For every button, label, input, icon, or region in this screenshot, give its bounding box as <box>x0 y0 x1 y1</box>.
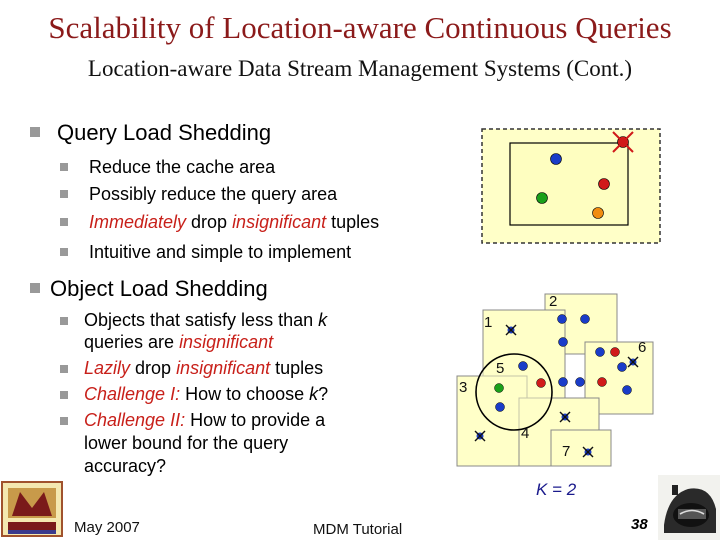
object-dot <box>581 315 590 324</box>
bullet-square-icon <box>60 417 68 425</box>
bullet-intuitive: Intuitive and simple to implement <box>89 242 352 262</box>
dropped-object-icon <box>560 412 570 422</box>
bullet-lazily-drop: Lazily drop insignificant tuples <box>84 358 324 378</box>
object-dot <box>598 378 607 387</box>
query-region-5 <box>476 354 552 430</box>
region-label-4: 4 <box>521 425 530 442</box>
object-dot <box>496 403 505 412</box>
object-dot <box>519 362 528 371</box>
bullet-square-icon <box>30 127 40 137</box>
bullet-reduce-cache: Reduce the cache area <box>89 157 276 177</box>
bullet-square-icon <box>60 248 68 256</box>
region-label-5: 5 <box>496 360 505 377</box>
bullet-challenge-2-line2: lower bound for the query <box>84 433 289 453</box>
region-label-6: 6 <box>638 339 647 356</box>
accent-immediately: Immediately <box>89 212 187 232</box>
bullet-immediately-drop: Immediately drop insignificant tuples <box>89 212 380 232</box>
dropped-object-icon <box>628 357 638 367</box>
object-dot <box>596 348 605 357</box>
region-label-2: 2 <box>549 293 558 310</box>
section-heading-query-load-shedding: Query Load Shedding <box>57 120 272 145</box>
bullet-challenge-1: Challenge I: How to choose k? <box>84 384 329 404</box>
object-dot <box>495 384 504 393</box>
object-dot <box>618 363 627 372</box>
region-label-7: 7 <box>562 443 571 460</box>
accent-insignificant: insignificant <box>232 212 327 232</box>
bullet-square-icon <box>60 218 68 226</box>
bullet-square-icon <box>30 283 40 293</box>
bullet-challenge-2: Challenge II: How to provide a <box>84 410 326 430</box>
object-dot <box>623 386 632 395</box>
query-area <box>510 143 628 225</box>
bullet-square-icon <box>60 391 68 399</box>
bullet-objects-line1: Objects that satisfy less than k <box>84 310 328 330</box>
object-dot-blue <box>551 154 562 165</box>
object-dot <box>559 338 568 347</box>
object-dot-red <box>599 179 610 190</box>
slide-subtitle: Location-aware Data Stream Management Systems (Cont.) <box>87 56 633 81</box>
dropped-object-icon <box>475 431 485 441</box>
object-dot <box>611 348 620 357</box>
bullet-square-icon <box>60 317 68 325</box>
object-dot <box>559 378 568 387</box>
purdue-logo-icon <box>658 475 720 540</box>
slide-title: Scalability of Location-aware Continuous Queries <box>48 10 672 45</box>
section-heading-object-load-shedding: Object Load Shedding <box>50 276 268 301</box>
bullet-reduce-query: Possibly reduce the query area <box>89 184 338 204</box>
bullet-square-icon <box>60 190 68 198</box>
object-dot-orange <box>593 208 604 219</box>
query-load-shedding-diagram <box>480 127 662 247</box>
query-region-7 <box>551 430 611 466</box>
region-label-3: 3 <box>459 379 468 396</box>
object-dot <box>558 315 567 324</box>
object-dot <box>537 379 546 388</box>
footer-date: May 2007 <box>74 519 140 536</box>
footer-title: MDM Tutorial <box>313 521 403 538</box>
object-load-shedding-diagram <box>455 290 660 470</box>
bullet-challenge-2-line3: accuracy? <box>84 456 167 476</box>
bullet-objects-line2: queries are insignificant <box>84 332 274 352</box>
dropped-object-icon <box>583 447 593 457</box>
page-number: 38 <box>631 516 648 533</box>
k-value-label: K = 2 <box>536 480 577 499</box>
region-label-1: 1 <box>484 314 493 331</box>
dropped-object-icon <box>506 325 516 335</box>
university-logo-icon <box>0 478 64 538</box>
bullet-square-icon <box>60 163 68 171</box>
object-dot <box>576 378 585 387</box>
bullet-square-icon <box>60 365 68 373</box>
object-dot-green <box>537 193 548 204</box>
object-dots-green <box>495 384 504 393</box>
